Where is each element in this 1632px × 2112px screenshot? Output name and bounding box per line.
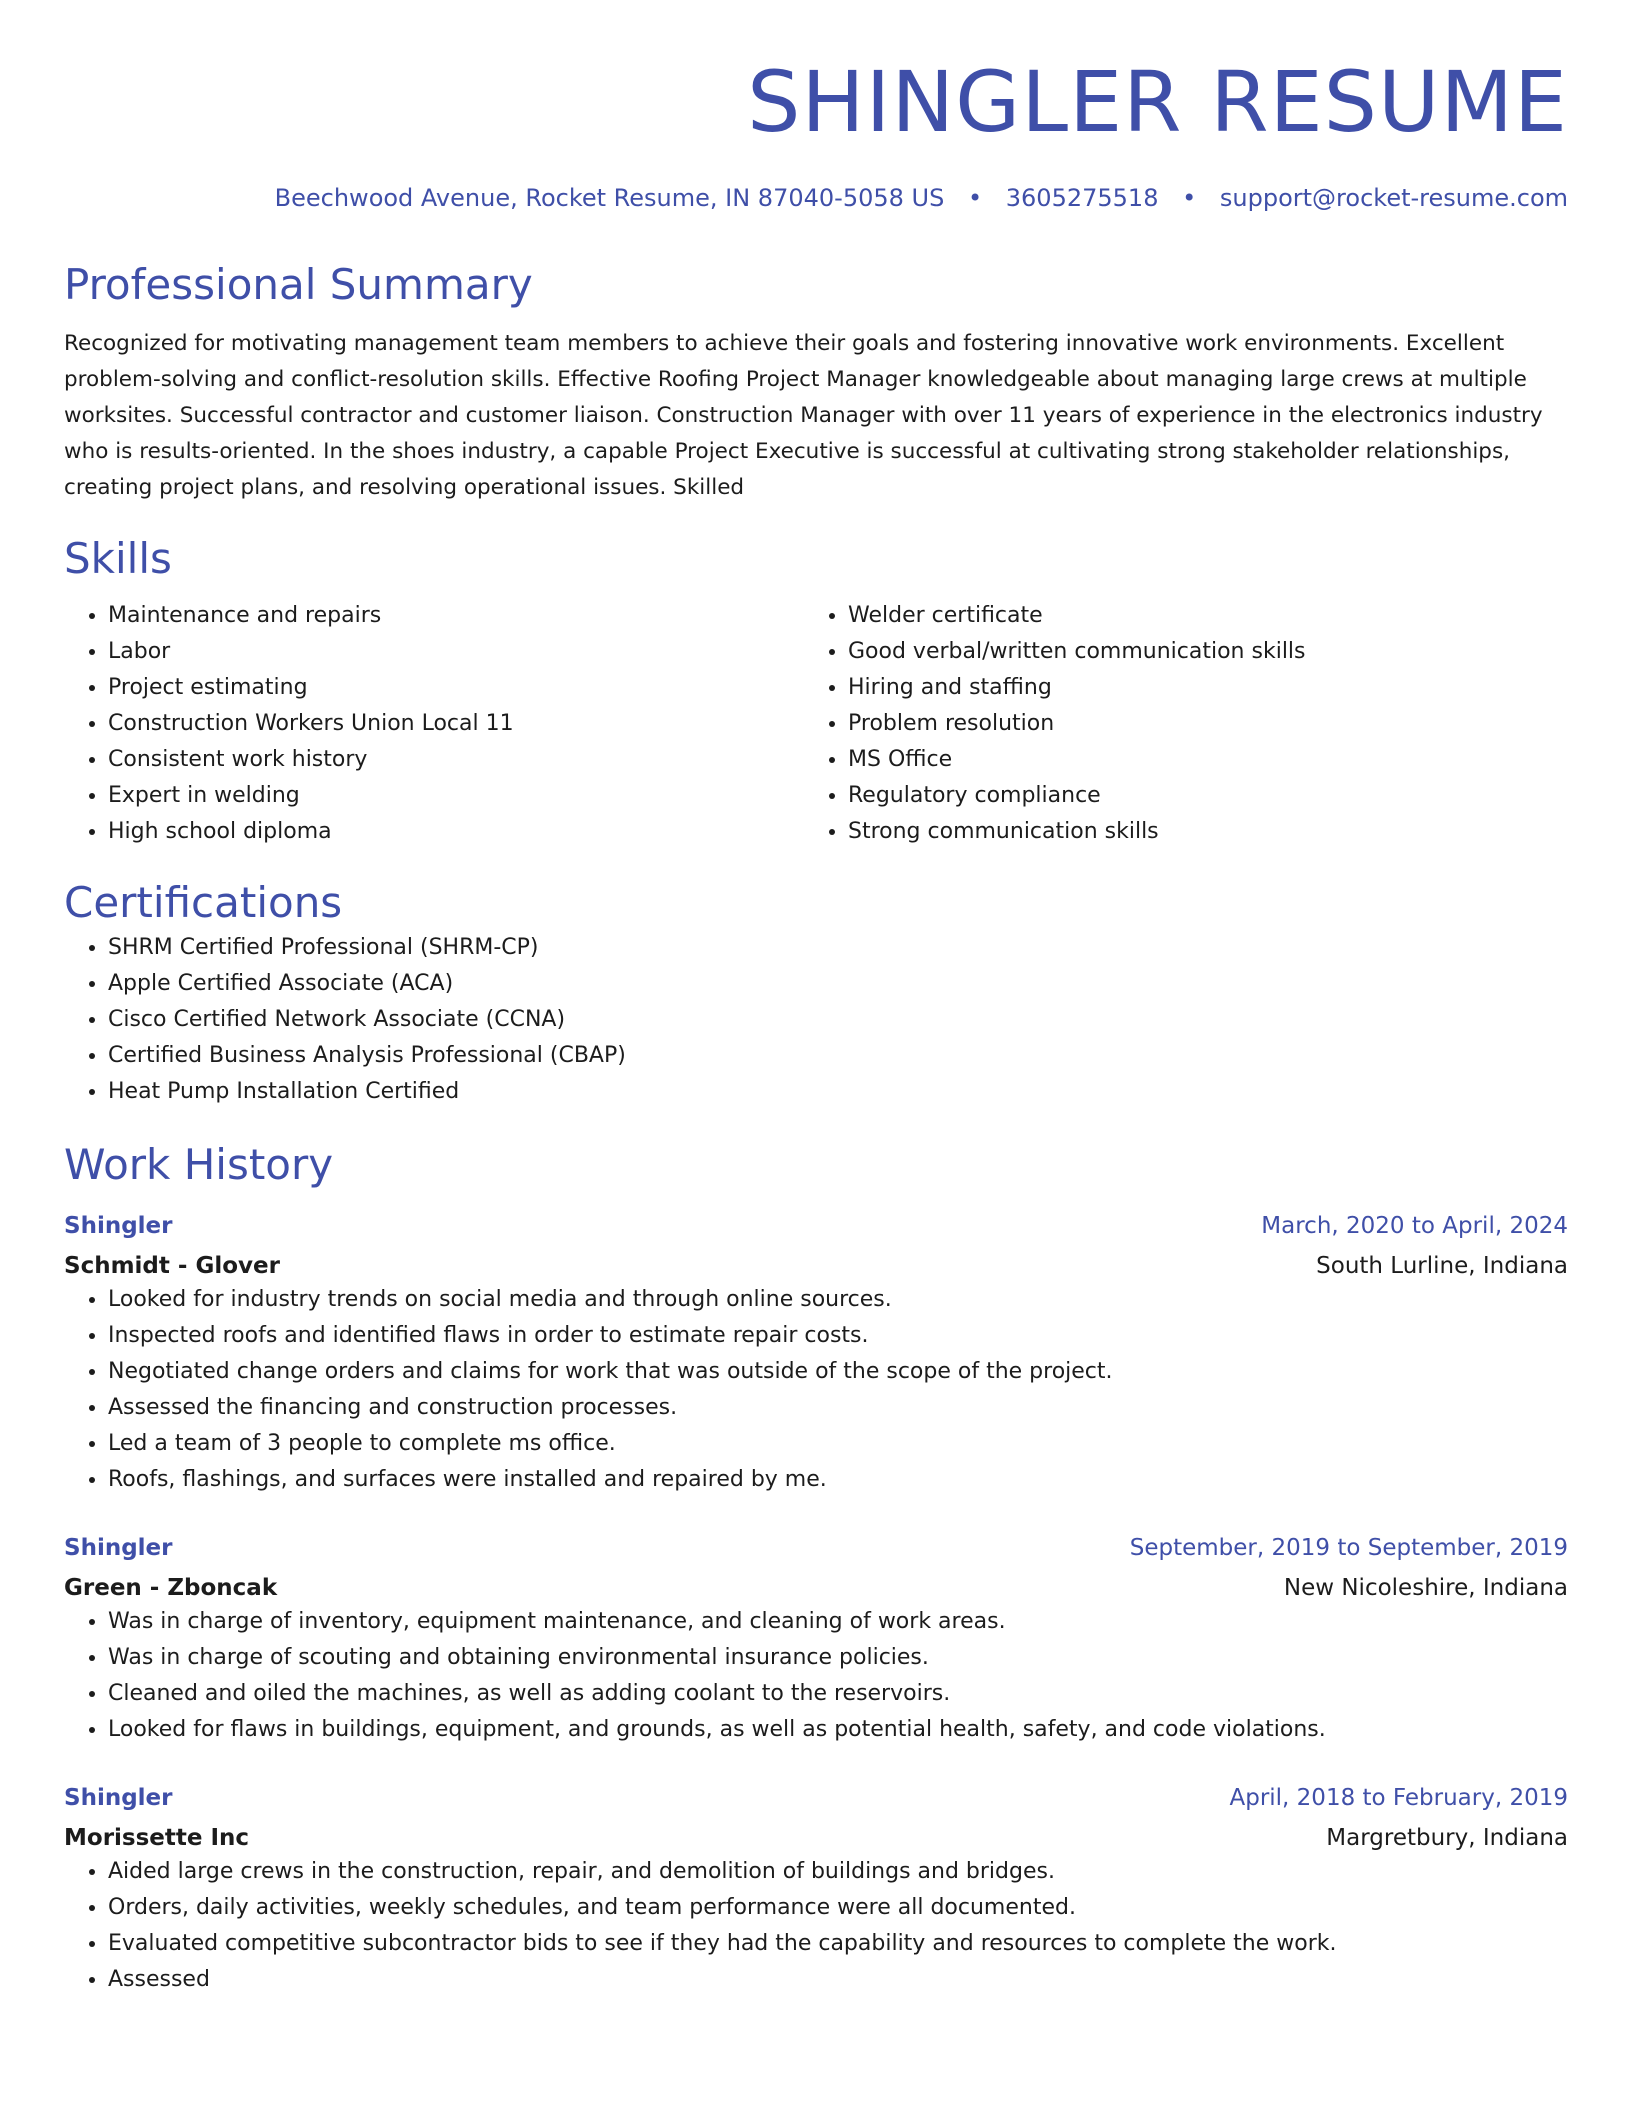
job-company: Schmidt - Glover bbox=[64, 1253, 280, 1279]
skill-item: • Construction Workers Union Local 11 bbox=[108, 706, 804, 742]
job-entry bbox=[64, 1210, 1568, 1498]
certifications-heading: Certifications bbox=[64, 878, 343, 927]
job-dates: April, 2018 to February, 2019 bbox=[1229, 1785, 1568, 1811]
skill-item: • High school diploma bbox=[108, 814, 804, 850]
job-subheader bbox=[64, 1250, 1568, 1282]
job-duty: • Was in charge of scouting and obtaining environmental insurance policies. bbox=[108, 1640, 1568, 1676]
job-header bbox=[64, 1532, 1568, 1564]
certification-item: • Apple Certified Associate (ACA) bbox=[108, 966, 1568, 1002]
job-company: Green - Zboncak bbox=[64, 1575, 278, 1601]
contact-separator: • bbox=[1182, 184, 1197, 212]
job-duty: • Roofs, flashings, and surfaces were installed and repaired by me. bbox=[108, 1462, 1568, 1498]
skill-item: • Hiring and staffing bbox=[848, 670, 1544, 706]
job-entry bbox=[64, 1532, 1568, 1748]
job-title: Shingler bbox=[64, 1535, 173, 1561]
job-duty: • Assessed bbox=[108, 1962, 1568, 1998]
job-duty: • Orders, daily activities, weekly schedules, and team performance were all documented. bbox=[108, 1890, 1568, 1926]
skill-item: • Problem resolution bbox=[848, 706, 1544, 742]
job-duties bbox=[64, 1604, 1568, 1748]
skill-item: • Project estimating bbox=[108, 670, 804, 706]
contact-separator: • bbox=[967, 184, 983, 212]
skills-grid bbox=[64, 598, 1568, 850]
job-duties bbox=[64, 1282, 1568, 1498]
job-header bbox=[64, 1210, 1568, 1242]
job-duty: • Inspected roofs and identified flaws in order to estimate repair costs. bbox=[108, 1318, 1568, 1354]
job-subheader bbox=[64, 1822, 1568, 1854]
certification-item: • Heat Pump Installation Certified bbox=[108, 1074, 1568, 1110]
job-duty: • Looked for flaws in buildings, equipment, and grounds, as well as potential health, safety, and code violations. bbox=[108, 1712, 1568, 1748]
contact-phone: 3605275518 bbox=[1005, 184, 1159, 212]
skill-item: • Consistent work history bbox=[108, 742, 804, 778]
job-duties bbox=[64, 1854, 1568, 1998]
job-duty: • Aided large crews in the construction, repair, and demolition of buildings and bridges. bbox=[108, 1854, 1568, 1890]
skill-item: • Labor bbox=[108, 634, 804, 670]
skill-item: • Strong communication skills bbox=[848, 814, 1544, 850]
job-dates: September, 2019 to September, 2019 bbox=[1129, 1535, 1568, 1561]
skills-list-left bbox=[64, 598, 804, 850]
job-duty: • Cleaned and oiled the machines, as well as adding coolant to the reservoirs. bbox=[108, 1676, 1568, 1712]
summary-text: Recognized for motivating management team members to achieve their goals and fostering innovative work environments. Excellent problem-solving and conflict-resolution skills. Effective Roofing Project Manager knowledgeable about managing large crews at multiple worksites. Successful contractor and customer liaison. Construction Manager with over 11 years of experience in the electronics industry who is results-oriented. In the shoes industry, a capable Project Executive is successful at cultivating strong stakeholder relationships, creating project plans, and resolving operational issues. Skilled bbox=[64, 331, 1543, 500]
certification-item: • SHRM Certified Professional (SHRM-CP) bbox=[108, 930, 1568, 966]
certifications-list bbox=[64, 930, 1568, 1110]
skills-list-right bbox=[804, 598, 1544, 850]
job-subheader bbox=[64, 1572, 1568, 1604]
skills-column-left bbox=[64, 598, 804, 850]
job-duty: • Looked for industry trends on social media and through online sources. bbox=[108, 1282, 1568, 1318]
job-title: Shingler bbox=[64, 1213, 173, 1239]
skill-item: • MS Office bbox=[848, 742, 1544, 778]
job-duty: • Assessed the financing and construction processes. bbox=[108, 1390, 1568, 1426]
summary-heading: Professional Summary bbox=[64, 260, 533, 309]
contact-line bbox=[64, 182, 1568, 214]
skills-heading: Skills bbox=[64, 534, 172, 583]
job-duty: • Negotiated change orders and claims for work that was outside of the scope of the project. bbox=[108, 1354, 1568, 1390]
skills-column-right bbox=[804, 598, 1544, 850]
job-entry bbox=[64, 1782, 1568, 1998]
job-duty: • Evaluated competitive subcontractor bids to see if they had the capability and resources to complete the work. bbox=[108, 1926, 1568, 1962]
skill-item: • Good verbal/written communication skills bbox=[848, 634, 1544, 670]
job-location: Margretbury, Indiana bbox=[1326, 1825, 1568, 1851]
contact-address: Beechwood Avenue, Rocket Resume, IN 87040-5058 US bbox=[274, 184, 945, 212]
job-duty: • Led a team of 3 people to complete ms office. bbox=[108, 1426, 1568, 1462]
job-location: South Lurline, Indiana bbox=[1316, 1253, 1568, 1279]
job-title: Shingler bbox=[64, 1785, 173, 1811]
job-location: New Nicoleshire, Indiana bbox=[1283, 1575, 1568, 1601]
job-header bbox=[64, 1782, 1568, 1814]
skill-item: • Regulatory compliance bbox=[848, 778, 1544, 814]
job-dates: March, 2020 to April, 2024 bbox=[1261, 1213, 1568, 1239]
work-history-heading: Work History bbox=[64, 1140, 334, 1189]
job-company: Morissette Inc bbox=[64, 1825, 250, 1851]
skill-item: • Welder certificate bbox=[848, 598, 1544, 634]
skill-item: • Expert in welding bbox=[108, 778, 804, 814]
certification-item: • Certified Business Analysis Professional (CBAP) bbox=[108, 1038, 1568, 1074]
resume-name: SHINGLER RESUME bbox=[747, 53, 1568, 151]
contact-email: support@rocket-resume.com bbox=[1219, 184, 1568, 212]
skill-item: • Maintenance and repairs bbox=[108, 598, 804, 634]
job-duty: • Was in charge of inventory, equipment maintenance, and cleaning of work areas. bbox=[108, 1604, 1568, 1640]
certification-item: • Cisco Certified Network Associate (CCNA) bbox=[108, 1002, 1568, 1038]
